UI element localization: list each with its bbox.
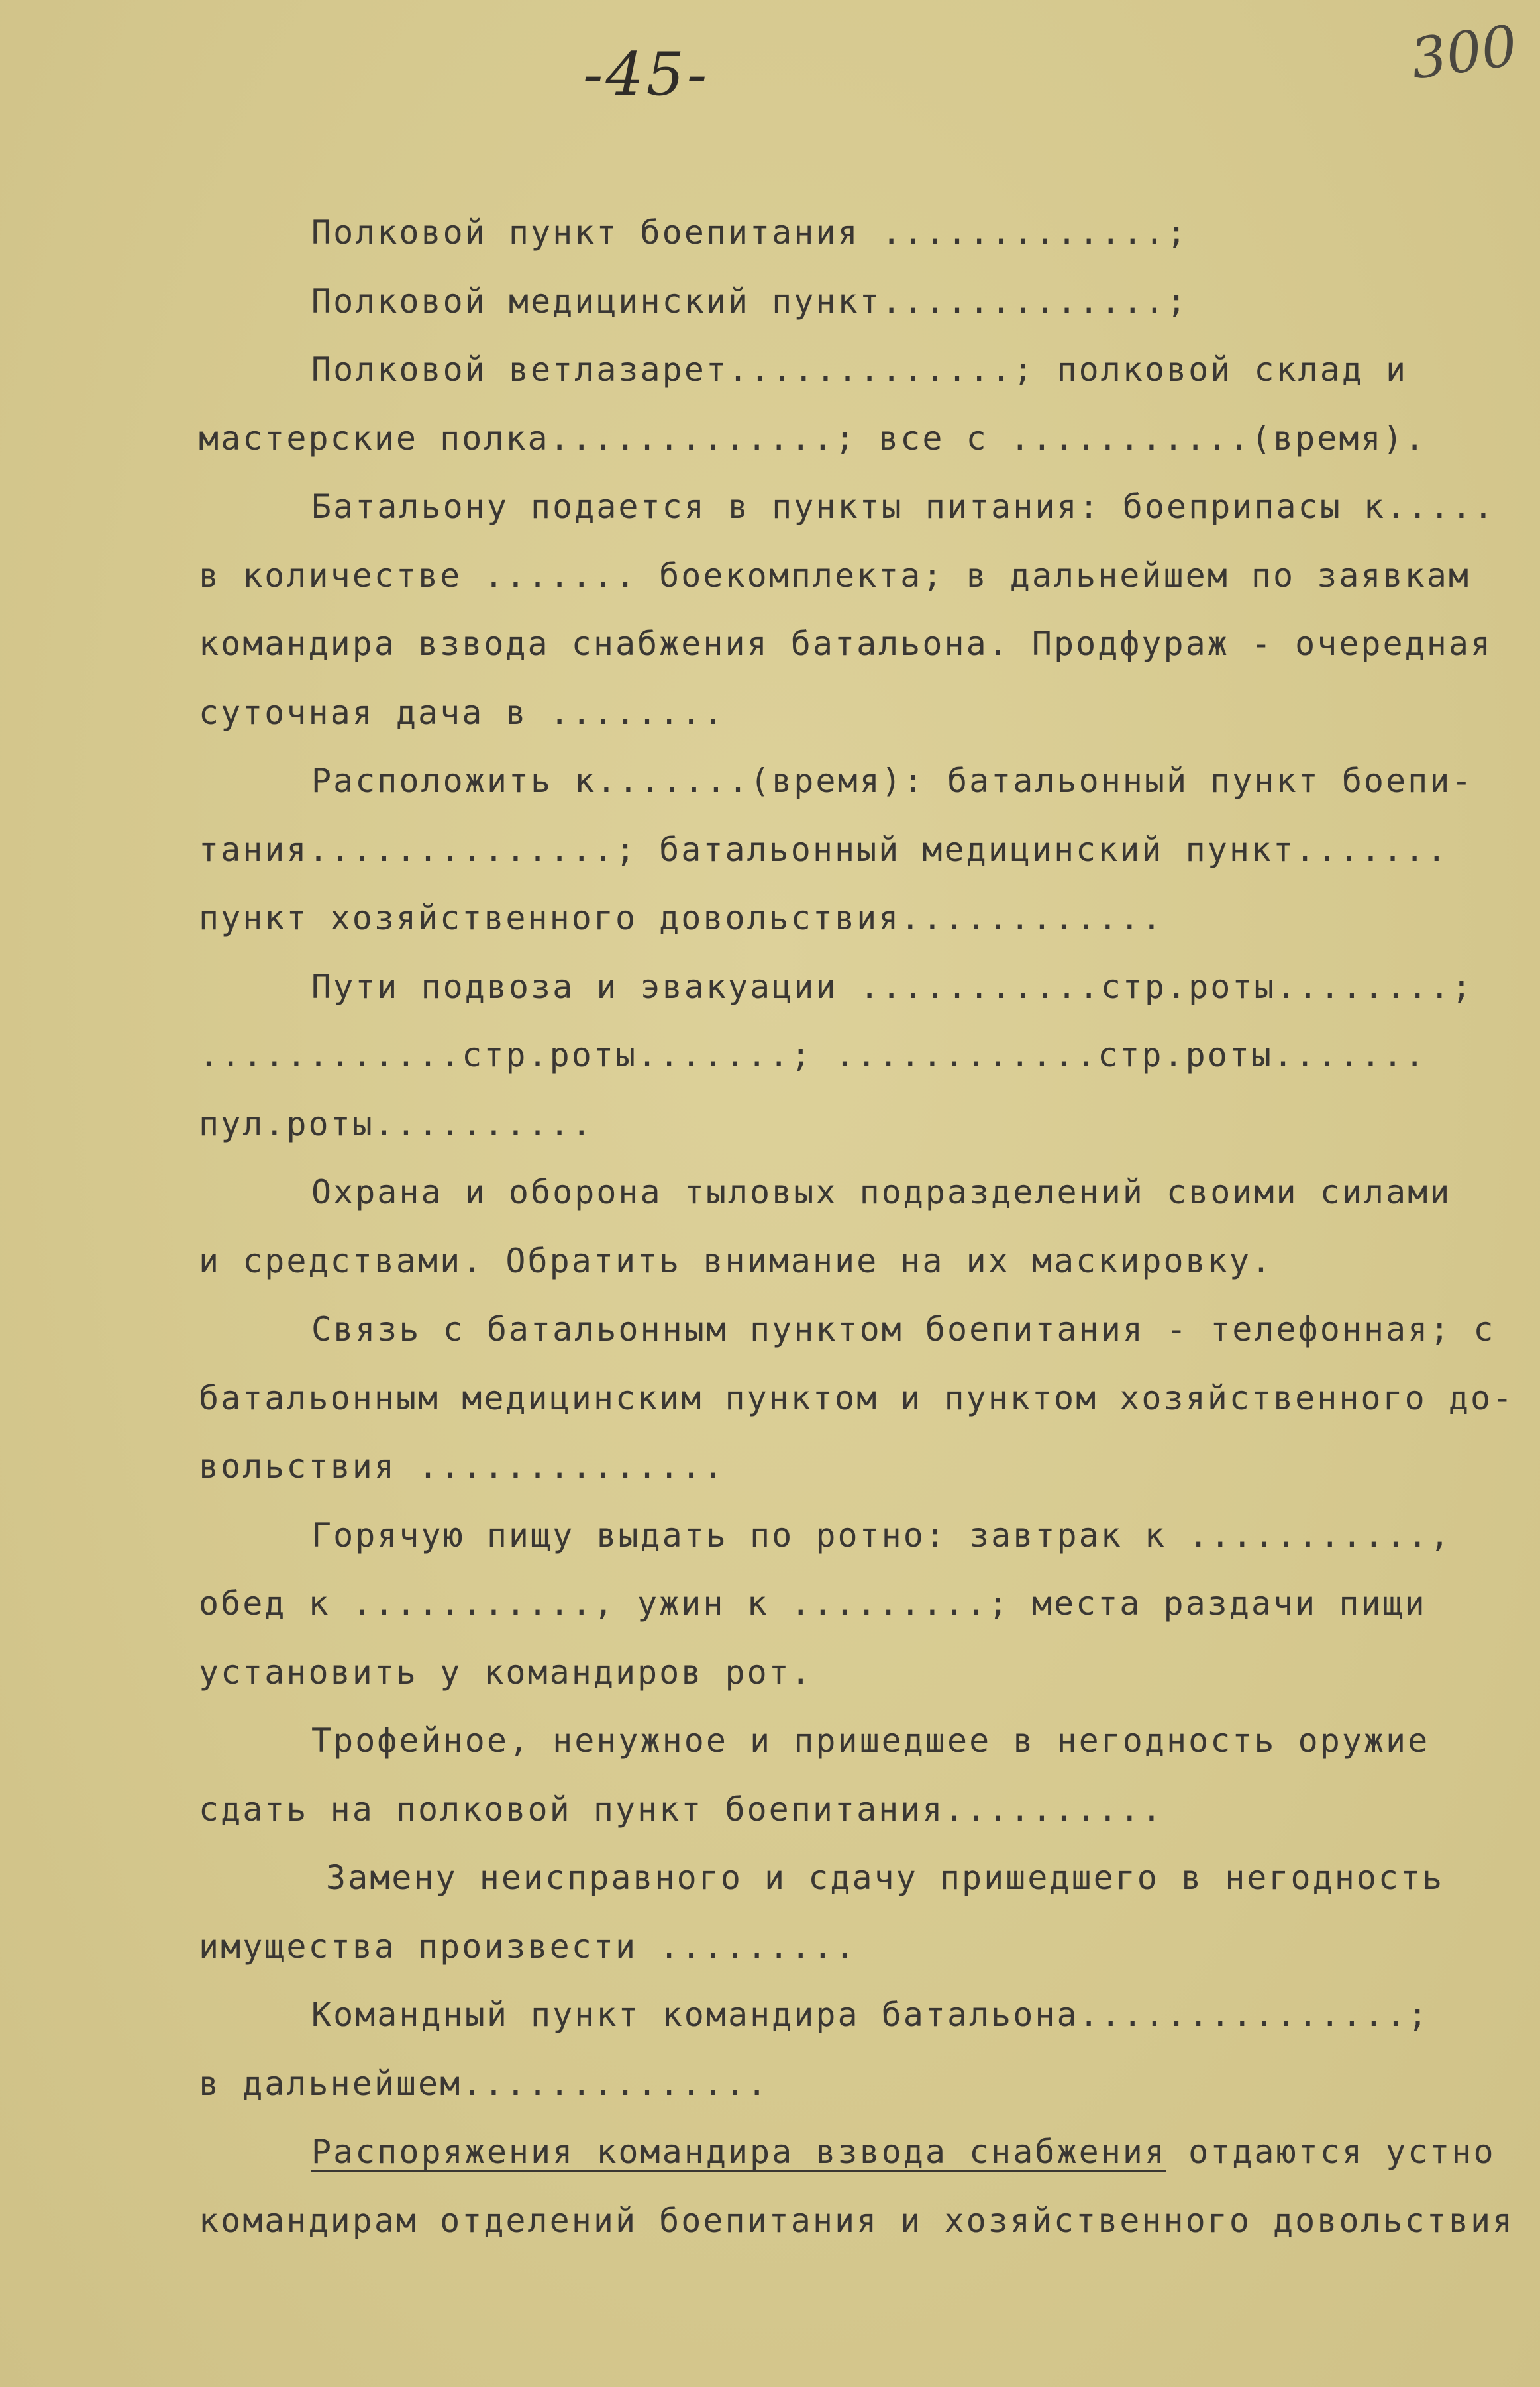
text-line: Полковой медицинский пункт.............; <box>311 281 1189 321</box>
text-line: установить у командиров рот. <box>199 1652 813 1692</box>
text-line: батальонным медицинским пунктом и пунктом хозяйственного до- <box>199 1378 1515 1417</box>
text-line: Пути подвоза и эвакуации ...........стр.роты........; <box>311 967 1474 1006</box>
page-number: -45- <box>583 40 710 109</box>
text-line: Горячую пищу выдать по ротно: завтрак к ..........., <box>311 1515 1452 1554</box>
underlined-phrase: Распоряжения командира взвода снабжения <box>311 2133 1166 2171</box>
text-line: Командный пункт командира батальона...............; <box>311 1996 1430 2034</box>
text-line: в дальнейшем.............. <box>199 2064 769 2103</box>
archive-sheet-number: 300 <box>1406 13 1521 92</box>
text-line: Расположить к.......(время): батальонный пункт боепи- <box>311 762 1474 800</box>
text-line: пул.роты.......... <box>199 1104 593 1143</box>
text-line: тания..............; батальонный медицинский пункт....... <box>199 830 1449 869</box>
text-line: имущества произвести ......... <box>199 1927 857 1966</box>
text-line: пункт хозяйственного довольствия............ <box>199 899 1164 937</box>
text-line: Связь с батальонным пунктом боепитания - телефонная; с <box>311 1310 1496 1348</box>
text-line: командира взвода снабжения батальона. Продфураж - очередная <box>199 625 1493 663</box>
text-line: мастерские полка.............; все с ...........(время). <box>199 419 1427 458</box>
text-line: Трофейное, ненужное и пришедшее в негодность оружие <box>311 1721 1430 1760</box>
text-line: ............стр.роты.......; ............стр.роты....... <box>199 1036 1427 1074</box>
text-line: Замену неисправного и сдачу пришедшего в негодность <box>326 1858 1445 1897</box>
text-line: командирам отделений боепитания и хозяйственного довольствия <box>199 2201 1515 2240</box>
text-line: суточная дача в ........ <box>199 693 725 732</box>
text-line: вольствия .............. <box>199 1447 725 1486</box>
text-line <box>199 2118 1530 2187</box>
text-line: сдать на полковой пункт боепитания.......... <box>199 1790 1164 1829</box>
text-line: обед к ..........., ужин к .........; места раздачи пищи <box>199 1584 1427 1623</box>
text-line: Полковой пункт боепитания .............; <box>311 213 1189 252</box>
text-line-continuation: отдаются устно <box>1188 2133 1496 2171</box>
text-line: в количестве ....... боекомплекта; в дальнейшем по заявкам <box>199 556 1470 595</box>
text-line: Охрана и оборона тыловых подразделений своими силами <box>311 1173 1452 1211</box>
text-line: Батальону подается в пункты питания: боеприпасы к..... <box>311 487 1496 526</box>
text-line: и средствами. Обратить внимание на их маскировку. <box>199 1241 1274 1280</box>
document-body <box>199 199 1530 2255</box>
text-line: Полковой ветлазарет.............; полковой склад и <box>311 350 1408 389</box>
